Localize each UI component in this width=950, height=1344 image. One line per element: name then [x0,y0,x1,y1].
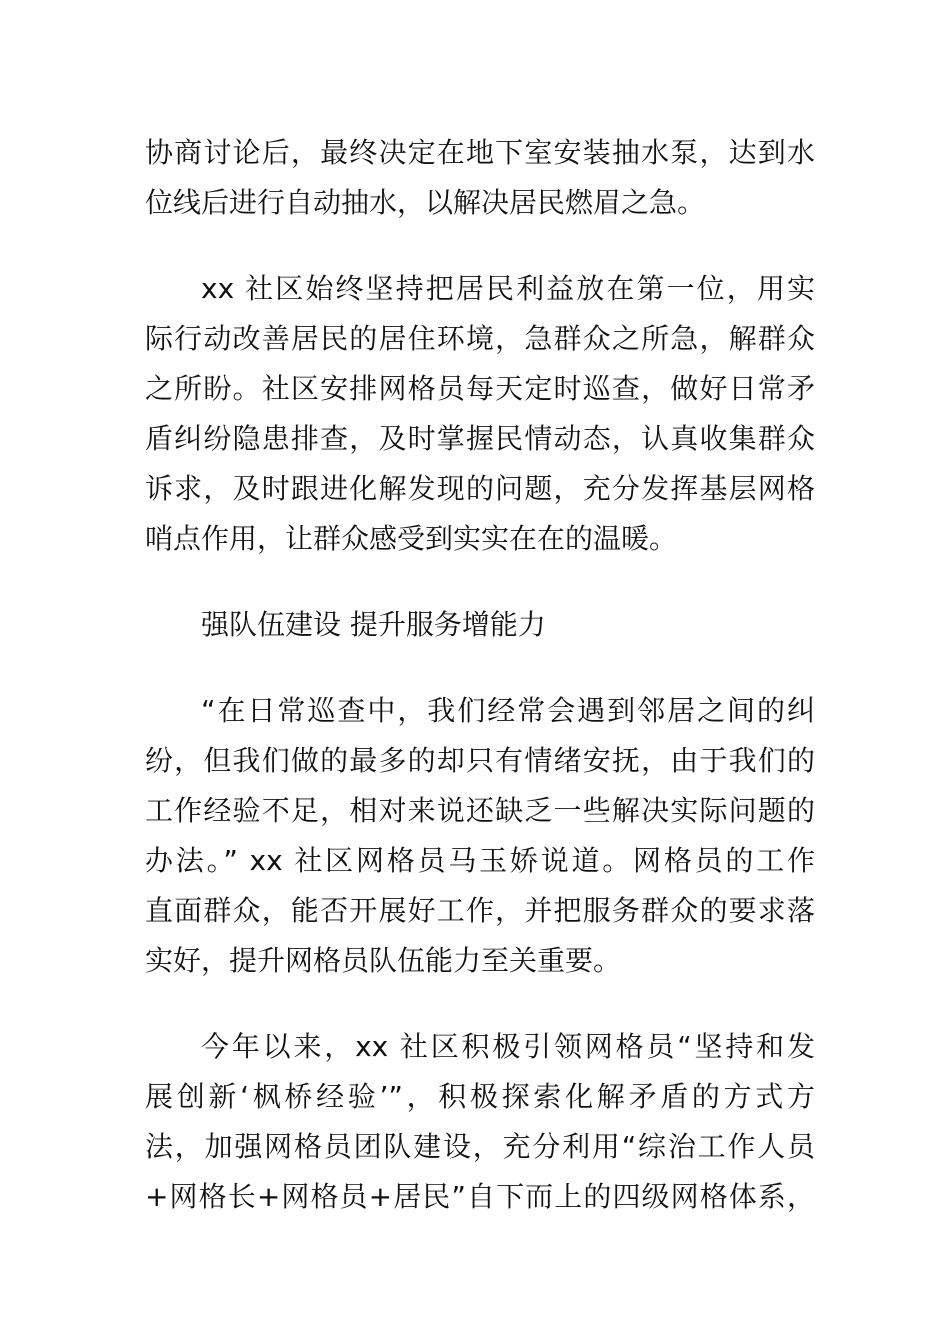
section-heading [145,600,815,650]
paragraph-1 [145,128,815,228]
text-line: 法，加强网格员团队建设，充分利用“综治工作人员 [145,1130,815,1163]
text-line: 工作经验不足，相对来说还缺乏一些解决实际问题的 [145,794,815,827]
text-line: 哨点作用，让群众感受到实实在在的温暖。 [145,522,678,555]
text-line: 诉求，及时跟进化解发现的问题，充分发挥基层网格 [145,472,815,505]
text-line: xx 社区始终坚持把居民利益放在第一位，用实 [201,272,815,305]
text-line: 办法。” xx 社区网格员马玉娇说道。网格员的工作 [145,844,815,877]
text-line: 直面群众，能否开展好工作，并把服务群众的要求落 [145,894,815,927]
text-line: 协商讨论后，最终决定在地下室安装抽水泵，达到水 [145,136,815,169]
text-line: 之所盼。社区安排网格员每天定时巡查，做好日常矛 [145,372,815,405]
paragraph-3 [145,686,815,986]
paragraph-4 [145,1022,815,1222]
text-line: 今年以来，xx 社区积极引领网格员“坚持和发 [201,1030,815,1063]
text-line: 纷，但我们做的最多的却只有情绪安抚，由于我们的 [145,744,815,777]
text-line: +网格长+网格员+居民”自下而上的四级网格体系， [145,1180,815,1213]
section-heading-text: 强队伍建设 提升服务增能力 [201,608,546,641]
text-line: 展创新‘枫桥经验’”，积极探索化解矛盾的方式方 [145,1080,815,1113]
text-line: 位线后进行自动抽水，以解决居民燃眉之急。 [145,186,706,219]
text-line: 实好，提升网格员队伍能力至关重要。 [145,944,622,977]
paragraph-2 [145,264,815,564]
text-line: “在日常巡查中，我们经常会遇到邻居之间的纠 [201,694,815,727]
text-line: 际行动改善居民的居住环境，急群众之所急，解群众 [145,322,815,355]
document-body [145,128,815,1258]
text-line: 盾纠纷隐患排查，及时掌握民情动态，认真收集群众 [145,422,815,455]
